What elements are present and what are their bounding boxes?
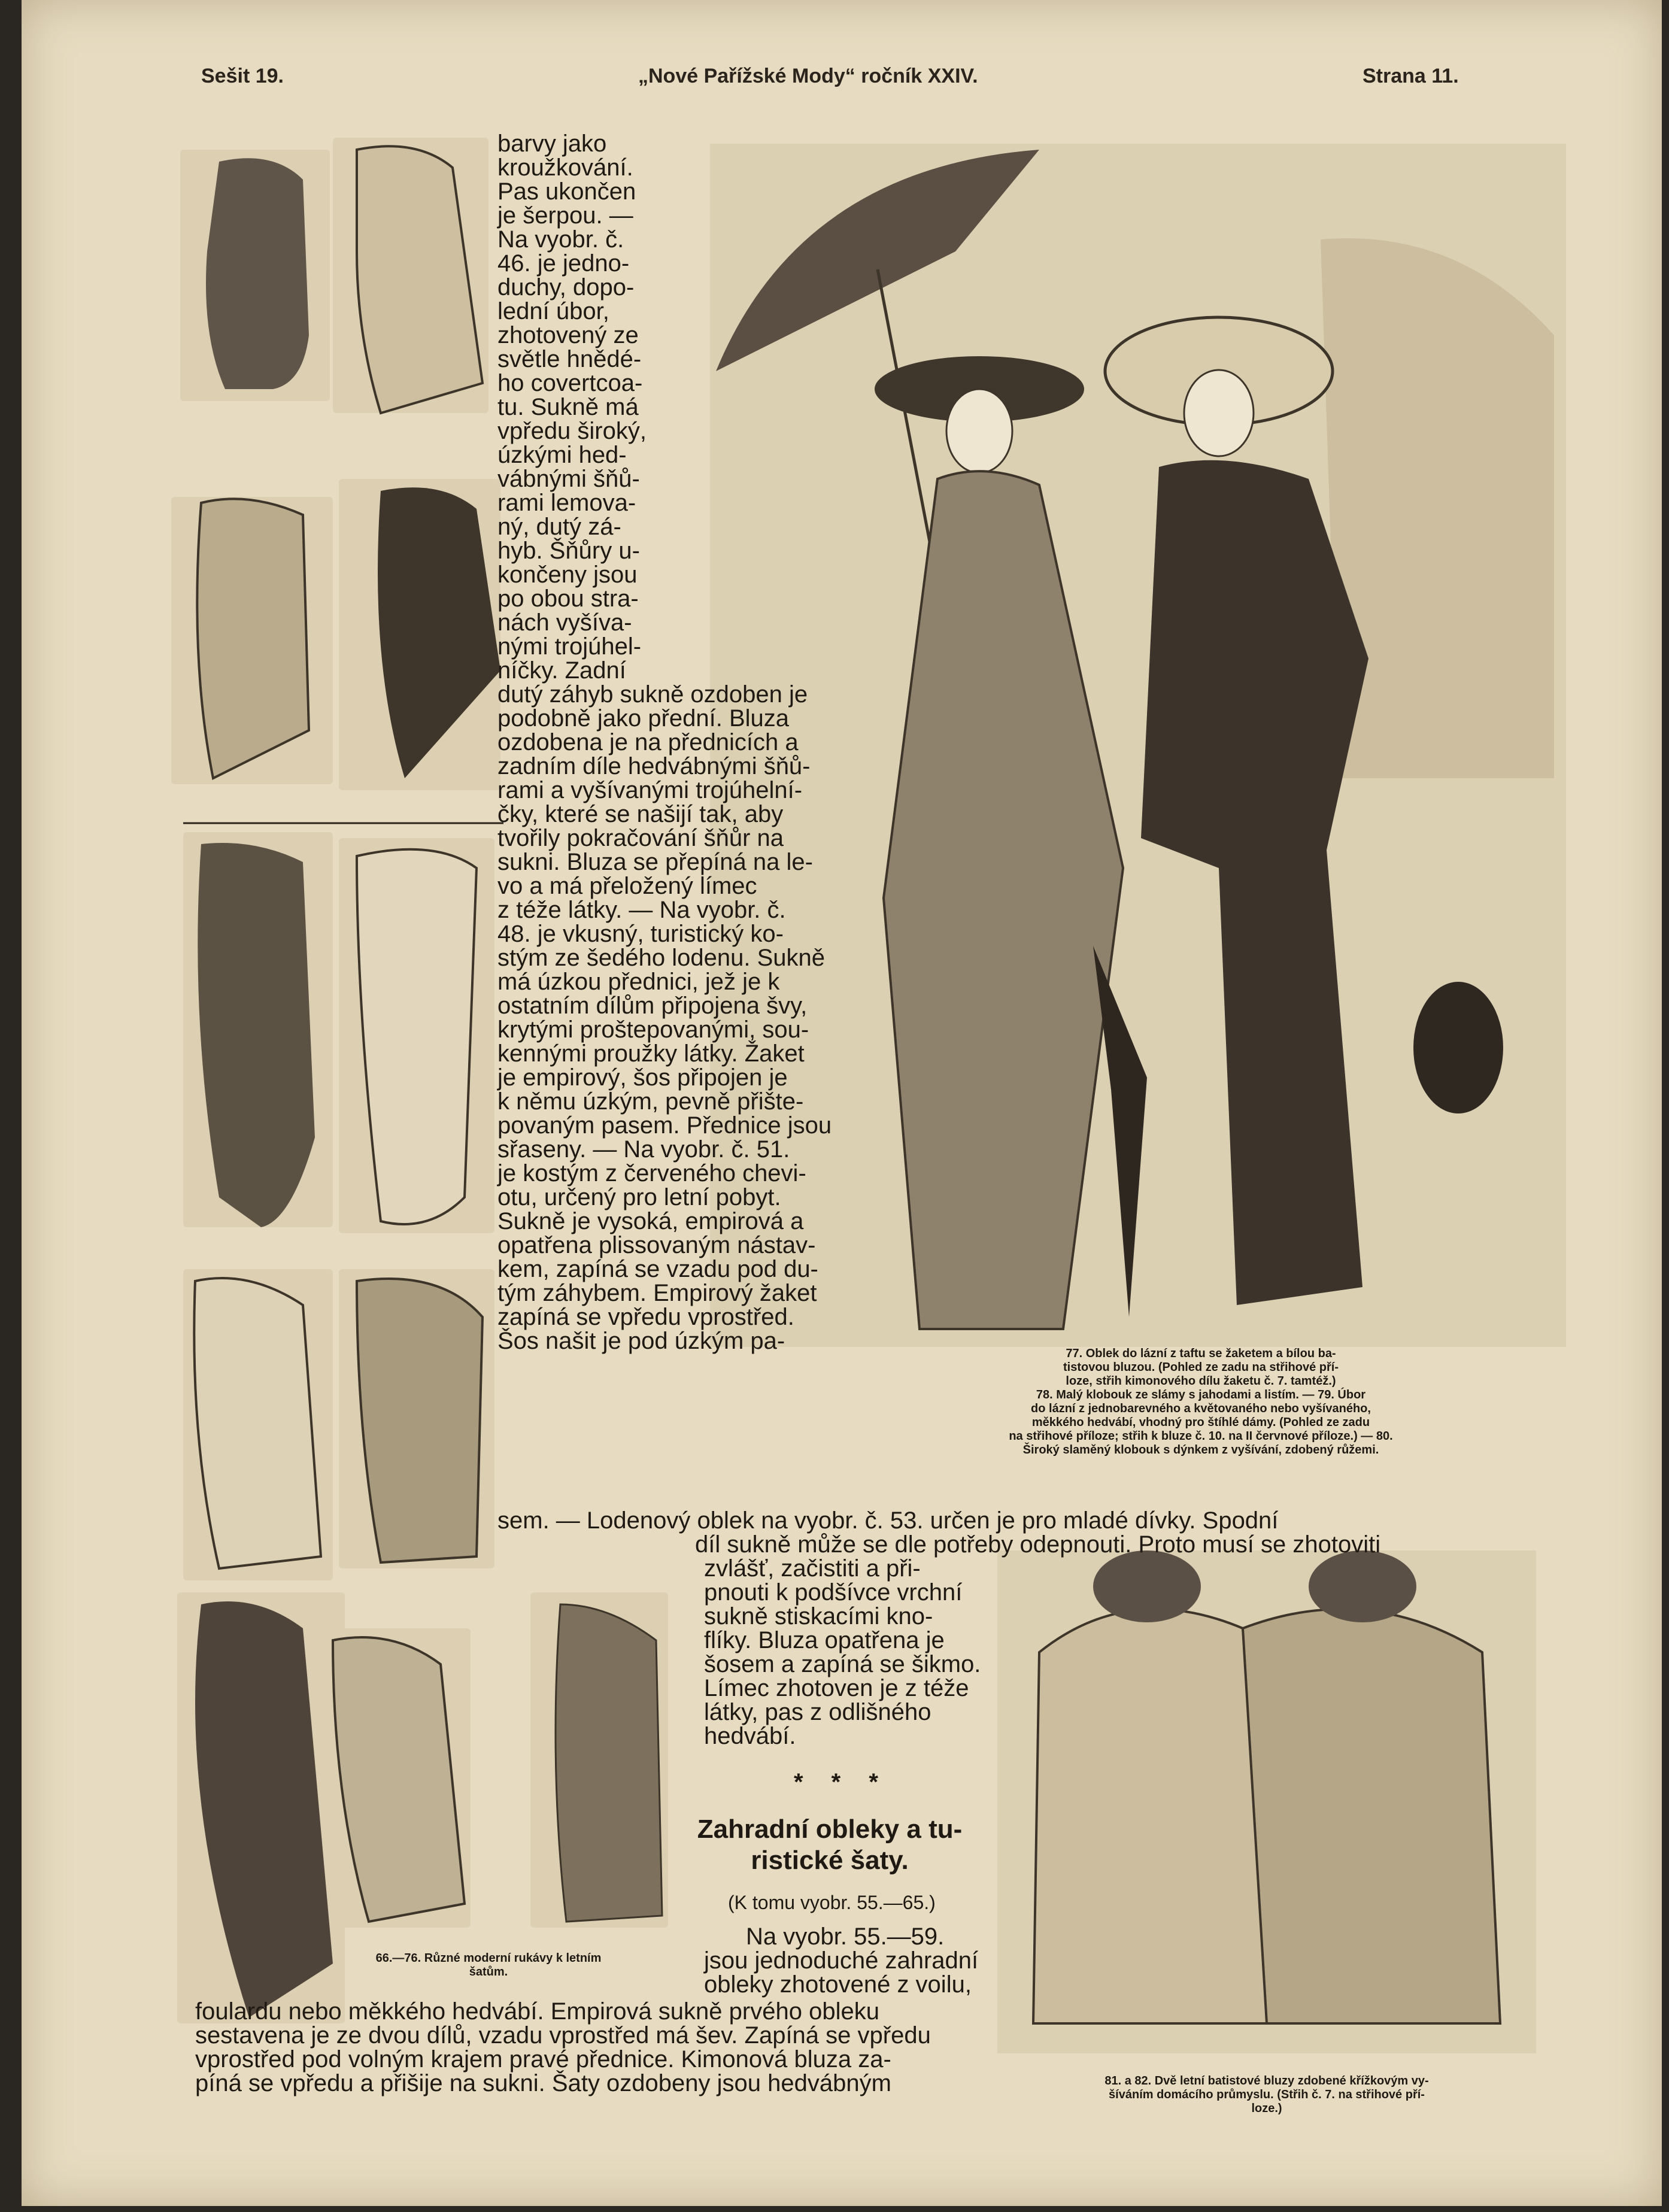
text-line: sukni. Bluza se přepíná na le-	[497, 849, 813, 875]
text-line: opatřena plissovaným nástav-	[497, 1232, 816, 1258]
text-line: k němu úzkým, pevně přište-	[497, 1088, 804, 1115]
section-reference: (K tomu vyobr. 55.—65.)	[728, 1892, 936, 1913]
narrow-text-column	[497, 132, 647, 682]
text-line: je šerpou. —	[497, 202, 633, 229]
section-text	[704, 1925, 978, 1996]
text-line: vábnými šňů-	[497, 466, 640, 492]
text-line: končeny jsou	[497, 562, 638, 588]
caption-line: Široký slaměný klobouk s dýnkem z vyšívání, zdobený růžemi.	[1022, 1443, 1379, 1457]
text-line: sřaseny. — Na vyobr. č. 51.	[497, 1136, 790, 1163]
header-magazine-title: „Nové Pařížské Mody“ ročník XXIV.	[638, 65, 978, 87]
caption-line: šíváním domácího průmyslu. (Střih č. 7. na střihové pří-	[1109, 2088, 1425, 2101]
text-line: ho covertcoa-	[497, 370, 643, 396]
text-line: kennými proužky látky. Žaket	[497, 1040, 805, 1067]
caption-line: 77. Oblek do lázní z taftu se žaketem a bílou ba-	[1066, 1347, 1336, 1360]
text-line: úzkými hed-	[497, 442, 627, 468]
text-line: Pas ukončen	[497, 178, 636, 205]
caption-blouses	[1009, 2074, 1524, 2116]
text-line: díl sukně může se dle potřeby odepnouti. Proto musí se zhotoviti	[695, 1531, 1381, 1558]
caption-line: 66.—76. Různé moderní rukávy k letním	[375, 1952, 602, 1965]
text-line: níčky. Zadní	[497, 657, 626, 684]
caption-line: šatům.	[469, 1965, 508, 1979]
text-line: sem. — Lodenový oblek na vyobr. č. 53. určen je pro mladé dívky. Spodní	[497, 1507, 1279, 1534]
text-line: Na vyobr. 55.—59.	[746, 1923, 945, 1950]
text-line: foulardu nebo měkkého hedvábí. Empirová sukně prvého obleku	[195, 1998, 879, 2025]
caption-line: do lázní z jednobarevného a květovaného nebo vyšívaného,	[1031, 1402, 1371, 1415]
text-line: Sukně je vysoká, empirová a	[497, 1208, 804, 1234]
text-line: povaným pasem. Přednice jsou	[497, 1112, 832, 1139]
text-line: hyb. Šňůry u-	[497, 538, 640, 564]
text-line: světle hnědé-	[497, 346, 642, 372]
text-line: sukně stiskacími kno-	[704, 1603, 933, 1630]
text-line: Límec zhotoven je z téže	[704, 1675, 969, 1701]
text-line: otu, určený pro letní pobyt.	[497, 1184, 781, 1210]
caption-sleeves	[321, 1952, 656, 1979]
text-line: je empirový, šos připojen je	[497, 1064, 788, 1091]
text-line: zadním díle hedvábnými šňů-	[497, 753, 811, 779]
caption-line: 78. Malý klobouk ze slámy s jahodami a listím. — 79. Úbor	[1036, 1388, 1366, 1401]
text-line: má úzkou přednici, jež je k	[497, 969, 780, 995]
full-width-text	[497, 1509, 1380, 1556]
text-line: ostatním dílům připojena švy,	[497, 993, 808, 1019]
text-line: podobně jako přední. Bluza	[497, 705, 790, 732]
text-line: pnouti k podšívce vrchní	[704, 1579, 963, 1606]
text-line: stým ze šedého lodenu. Sukně	[497, 945, 826, 971]
text-line: ný, dutý zá-	[497, 514, 621, 540]
text-line: zapíná se vpředu vprostřed.	[497, 1304, 794, 1330]
text-line: dutý záhyb sukně ozdoben je	[497, 681, 808, 708]
text-line: obleky zhotovené z voilu,	[704, 1971, 972, 1998]
bottom-text	[195, 1999, 931, 2095]
text-line: barvy jako	[497, 131, 607, 157]
caption-line: tistovou bluzou. (Pohled ze zadu na střihové pří-	[1063, 1361, 1339, 1374]
heading-line: ristické šaty.	[751, 1846, 909, 1875]
text-line: šosem a zapíná se šikmo.	[704, 1651, 981, 1677]
heading-line: Zahradní obleky a tu-	[697, 1814, 963, 1844]
text-line: rami lemova-	[497, 490, 636, 516]
text-line: z téže látky. — Na vyobr. č.	[497, 897, 786, 923]
text-line: 46. je jedno-	[497, 250, 630, 277]
caption-line: loze.)	[1251, 2102, 1282, 2115]
text-line: jsou jednoduché zahradní	[704, 1947, 979, 1974]
text-line: vo a má přeložený límec	[497, 873, 757, 899]
text-line: Na vyobr. č.	[497, 226, 624, 253]
text-line: tvořily pokračování šňůr na	[497, 825, 784, 851]
header-issue: Sešit 19.	[201, 65, 284, 87]
section-divider-asterisks: * * *	[794, 1769, 889, 1795]
text-line: duchy, dopo-	[497, 274, 635, 301]
caption-line: loze, střih kimonového dílu žaketu č. 7. tamtéž.)	[1066, 1374, 1336, 1388]
text-line: tým záhybem. Empirový žaket	[497, 1280, 817, 1306]
text-line: tu. Sukně má	[497, 394, 639, 420]
text-line: vpředu široký,	[497, 418, 647, 444]
text-line: krytými proštepovanými, sou-	[497, 1017, 809, 1043]
text-line: je kostým z červeného chevi-	[497, 1160, 806, 1187]
caption-line: 81. a 82. Dvě letní batistové bluzy zdobené křížkovým vy-	[1104, 2074, 1429, 2087]
text-line: Šos našit je pod úzkým pa-	[497, 1328, 785, 1354]
text-line: kroužkování.	[497, 154, 633, 181]
text-line: rami a vyšívanými trojúhelní-	[497, 777, 803, 803]
text-line: flíky. Bluza opatřena je	[704, 1627, 945, 1653]
text-line: sestavena je ze dvou dílů, vzadu vprostřed má šev. Zapíná se vpředu	[195, 2022, 931, 2049]
text-line: kem, zapíná se vzadu pod du-	[497, 1256, 818, 1282]
text-line: zvlášť, začistiti a při-	[704, 1555, 921, 1582]
text-line: látky, pas z odlišného	[704, 1699, 931, 1725]
wide-text-column	[497, 682, 832, 1353]
magazine-page	[22, 0, 1662, 2206]
text-line: 48. je vkusný, turistický ko-	[497, 921, 784, 947]
text-line: vprostřed pod volným krajem pravé přednice. Kimonová bluza za-	[195, 2046, 891, 2073]
section-heading	[686, 1814, 973, 1876]
caption-ladies	[878, 1347, 1524, 1457]
caption-line: měkkého hedvábí, vhodný pro štíhlé dámy. (Pohled ze zadu	[1031, 1416, 1370, 1429]
text-line: po obou stra-	[497, 585, 639, 612]
text-line: nými trojúhel-	[497, 633, 642, 660]
text-line: píná se vpředu a přišije na sukni. Šaty ozdobeny jsou hedvábným	[195, 2070, 891, 2096]
text-line: lední úbor,	[497, 298, 609, 324]
header-page-number: Strana 11.	[1362, 65, 1459, 87]
text-line: ozdobena je na přednicích a	[497, 729, 799, 755]
text-line: nách vyšíva-	[497, 609, 632, 636]
text-line: zhotovený ze	[497, 322, 639, 348]
middle-text-column	[704, 1556, 981, 1748]
caption-line: na střihové příloze; střih k bluze č. 10. na II červnové příloze.) — 80.	[1009, 1430, 1393, 1443]
text-line: čky, které se našijí tak, aby	[497, 801, 784, 827]
text-line: hedvábí.	[704, 1723, 796, 1749]
